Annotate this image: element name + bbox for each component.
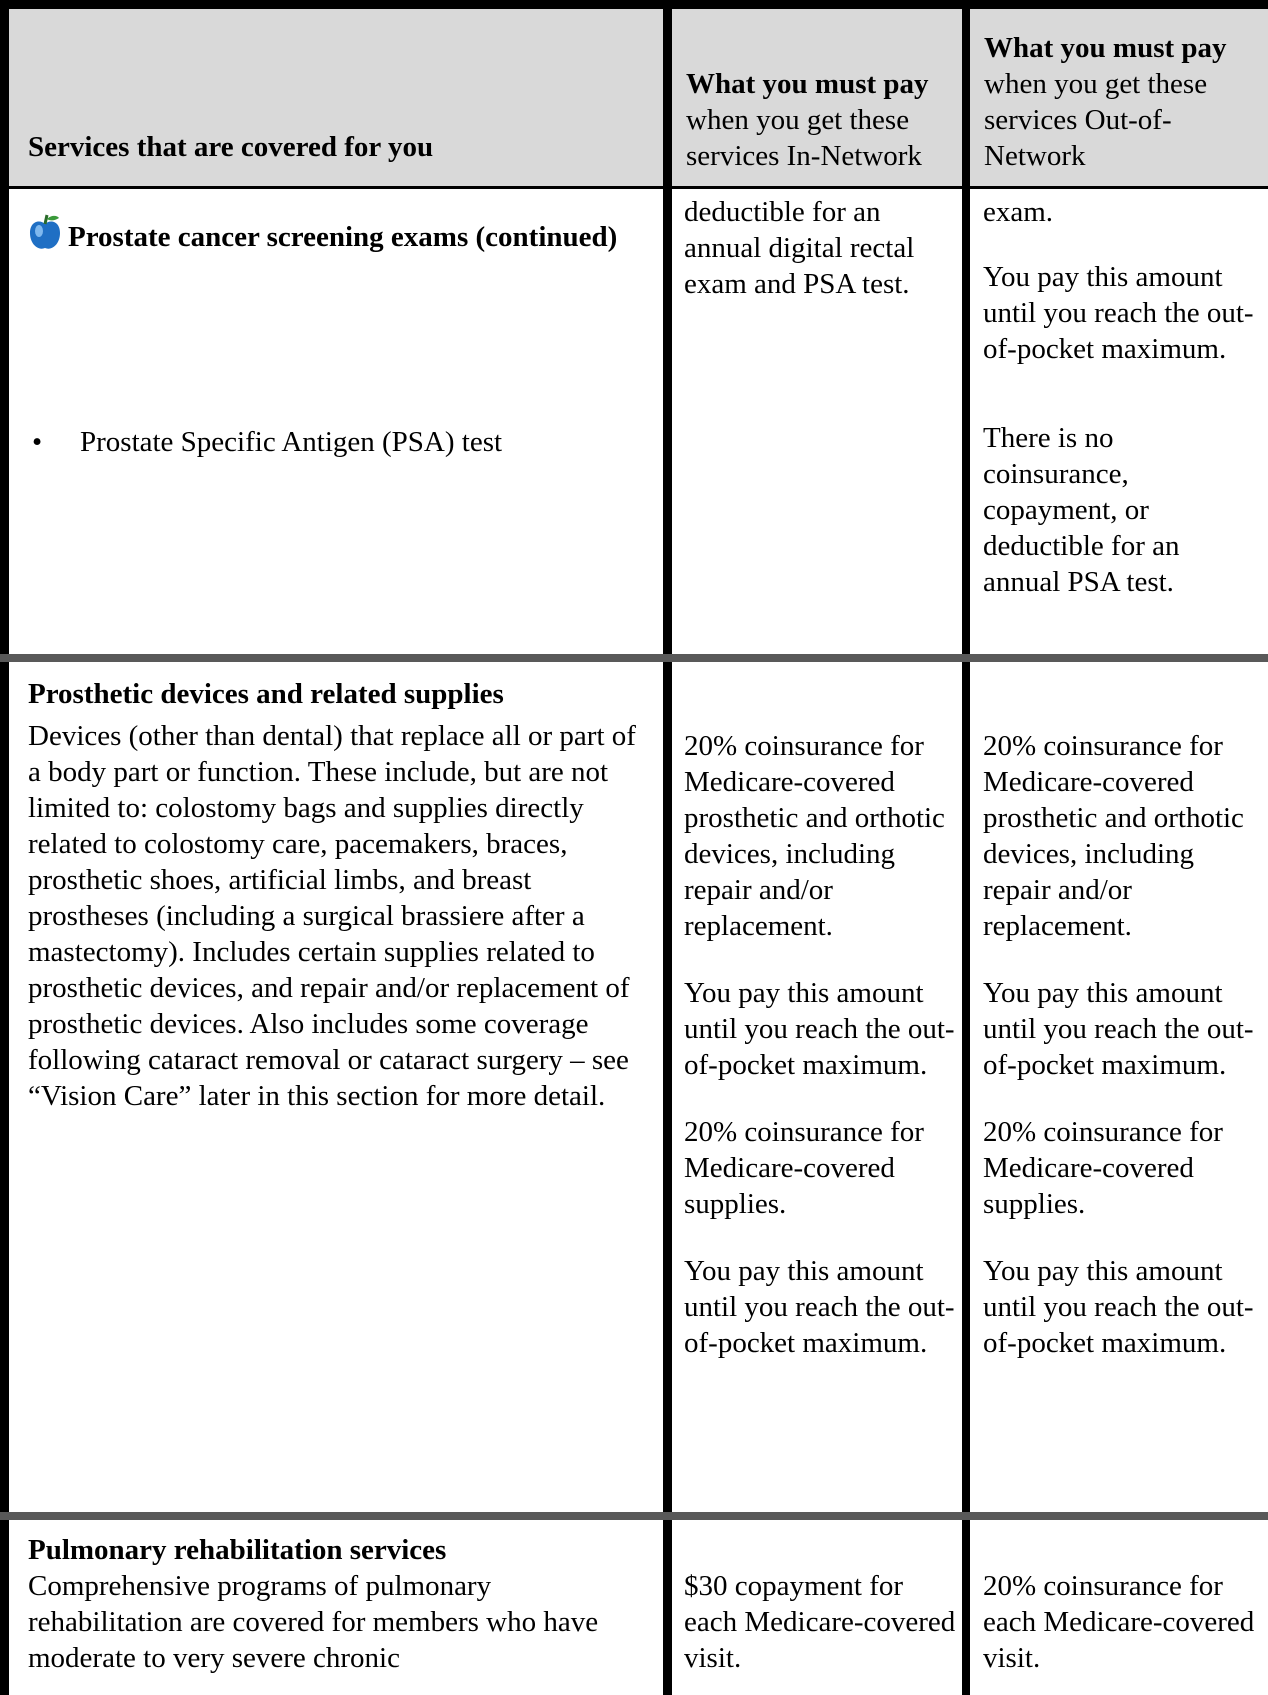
column-divider-1: [663, 0, 672, 1695]
cost-text: You pay this amount until you reach the out-of-pocket maximum.: [983, 261, 1254, 365]
cost-text: You pay this amount until you reach the out-of-pocket maximum.: [983, 977, 1254, 1081]
cost-text: 20% coinsurance for Medicare-covered prosthetic and orthotic devices, including repair and/or replacement.: [983, 730, 1244, 942]
row-divider-2: [0, 1512, 1268, 1520]
cost-text: $30 copayment for each Medicare-covered visit.: [684, 1570, 956, 1674]
cost-text: deductible for an annual digital rectal exam and PSA test.: [684, 196, 915, 300]
row-title: [28, 212, 648, 261]
header-out-network: [984, 30, 1264, 174]
row-title: Pulmonary rehabilitation services: [28, 1534, 447, 1566]
row-title-text: Prostate cancer screening exams (continued): [68, 221, 618, 253]
table-left-border: [0, 0, 9, 1695]
header-in-network: [686, 66, 956, 174]
cost-text: 20% coinsurance for Medicare-covered supplies.: [983, 1116, 1223, 1220]
header-out-network-bold: What you must pay: [984, 32, 1227, 64]
row-pulmonary-out-network: [983, 1568, 1263, 1676]
header-out-network-text: when you get these services Out-of-Network: [984, 68, 1208, 172]
header-in-network-text: when you get these services In-Network: [686, 104, 922, 172]
header-services: [28, 129, 648, 165]
row-prosthetic-services: [28, 676, 650, 1114]
row-prostate-services: [28, 212, 648, 261]
cost-text: exam.: [983, 196, 1054, 228]
cost-text: 20% coinsurance for Medicare-covered supplies.: [684, 1116, 924, 1220]
cost-text: You pay this amount until you reach the out-of-pocket maximum.: [684, 977, 955, 1081]
apple-icon: [28, 212, 62, 261]
row-prostate-out-network: [983, 194, 1263, 600]
cost-text: 20% coinsurance for each Medicare-covered visit.: [983, 1570, 1255, 1674]
cost-text: There is no coinsurance, copayment, or deductible for an annual PSA test.: [983, 422, 1180, 598]
bullet-item: [28, 424, 648, 460]
bullet-text: Prostate Specific Antigen (PSA) test: [80, 426, 503, 458]
row-description: Comprehensive programs of pulmonary rehabilitation are covered for members who have moderate to very severe chronic: [28, 1570, 599, 1674]
header-in-network-bold: What you must pay: [686, 68, 929, 100]
row-divider-1: [0, 654, 1268, 662]
row-description: Devices (other than dental) that replace all or part of a body part or function. These include, but are not limited to: colostomy bags and supplies directly related to colostomy care, pacemakers, braces, prosthetic shoes, artificial limbs, and breast prostheses (including a surgical brassiere after a mastectomy). Includes certain supplies related to prosthetic devices, and repair and/or replacement of prosthetic devices. Also includes some coverage following cataract removal or cataract surgery – see “Vision Care” later in this section for more detail.: [28, 720, 636, 1112]
row-prostate-in-network: [684, 194, 956, 302]
row-pulmonary-services: [28, 1532, 650, 1676]
cost-text: 20% coinsurance for Medicare-covered prosthetic and orthotic devices, including repair and/or replacement.: [684, 730, 945, 942]
cost-text: You pay this amount until you reach the out-of-pocket maximum.: [684, 1255, 955, 1359]
row-title: Prosthetic devices and related supplies: [28, 678, 504, 710]
column-divider-2: [962, 0, 970, 1695]
row-prosthetic-out-network: [983, 728, 1265, 1361]
table-top-border: [0, 0, 1268, 9]
header-bottom-border: [0, 186, 1268, 189]
row-prosthetic-in-network: [684, 728, 962, 1361]
bullet-icon: •: [32, 426, 43, 458]
cost-text: You pay this amount until you reach the out-of-pocket maximum.: [983, 1255, 1254, 1359]
row-pulmonary-in-network: [684, 1568, 956, 1676]
header-services-label: Services that are covered for you: [28, 131, 434, 163]
